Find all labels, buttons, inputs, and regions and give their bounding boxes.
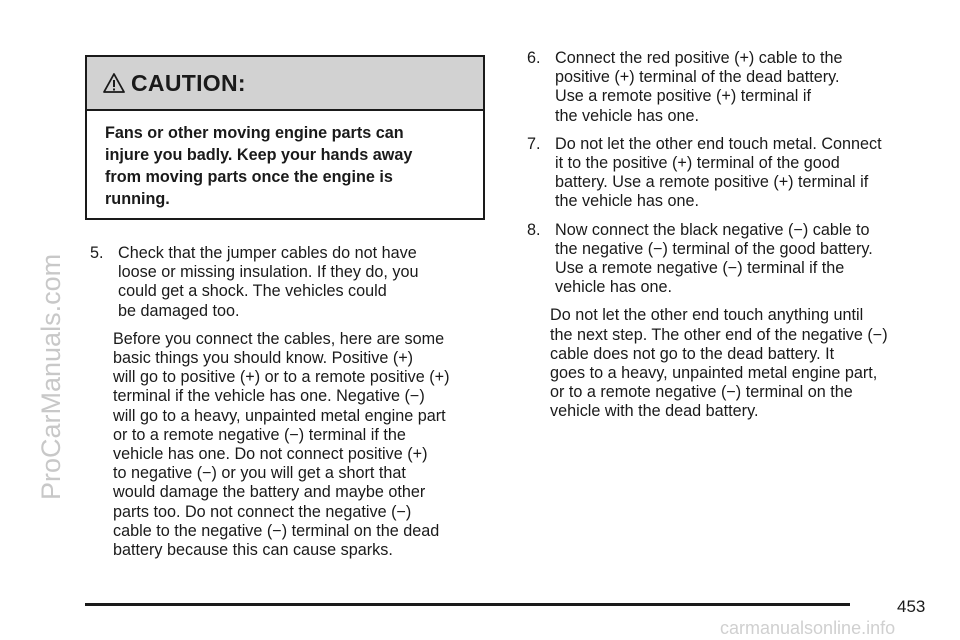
text-line: Connect the red positive (+) cable to the (555, 49, 843, 67)
caution-title: CAUTION: (131, 69, 246, 96)
text-line: Do not let the other end touch metal. Connect (555, 134, 882, 153)
step-text (118, 244, 510, 321)
caution-line: running. (105, 190, 170, 208)
text-line: battery. Use a remote positive (+) terminal if (555, 173, 869, 192)
text-line: will go to positive (+) or to a remote positive (+) (113, 368, 450, 387)
text-line: positive (+) terminal of the dead battery. (555, 68, 840, 87)
text-line: or to a remote negative (−) terminal if the (113, 425, 406, 444)
text-line: to negative (−) or you will get a short that (113, 464, 406, 483)
text-line: it to the positive (+) terminal of the good (555, 154, 840, 173)
text-line: Use a remote negative (−) terminal if the (555, 259, 845, 278)
text-line: or to a remote negative (−) terminal on the (550, 383, 853, 402)
text-line: the next step. The other end of the negative (−) (550, 325, 888, 344)
text-line: Check that the jumper cables do not have (118, 244, 417, 262)
step-number: 7. (527, 134, 541, 153)
text-line: Use a remote positive (+) terminal if (555, 87, 811, 106)
text-line: vehicle has one. (555, 278, 672, 297)
caution-line: from moving parts once the engine is (105, 168, 393, 186)
caution-line: injure you badly. Keep your hands away (105, 146, 413, 164)
text-line: loose or missing insulation. If they do, you (118, 263, 419, 282)
text-line: will go to a heavy, unpainted metal engine part (113, 406, 446, 425)
text-line: vehicle has one. Do not connect positive (+) (113, 445, 428, 464)
step-7 (527, 135, 947, 212)
text-line: Now connect the black negative (−) cable to (555, 220, 870, 239)
step-6 (527, 49, 947, 126)
left-column (90, 244, 510, 569)
text-line: basic things you should know. Positive (+) (113, 349, 414, 368)
step-number: 8. (527, 220, 541, 239)
paragraph (113, 330, 510, 560)
text-line: parts too. Do not connect the negative (−) (113, 502, 412, 521)
step-text (555, 135, 947, 212)
text-line: Before you connect the cables, here are some (113, 329, 445, 348)
text-line: terminal if the vehicle has one. Negative (−) (113, 387, 425, 406)
step-5 (90, 244, 510, 321)
text-line: the vehicle has one. (555, 192, 699, 211)
side-watermark: ProCarManuals.com (36, 253, 66, 500)
caution-line: Fans or other moving engine parts can (105, 124, 404, 142)
text-line: cable does not go to the dead battery. It (550, 344, 835, 363)
step-text (555, 221, 947, 298)
text-line: the negative (−) terminal of the good battery. (555, 239, 873, 258)
step-text (555, 49, 947, 126)
text-line: battery because this can cause sparks. (113, 541, 393, 560)
footer-rule (85, 603, 850, 606)
text-line: Do not let the other end touch anything until (550, 306, 864, 325)
caution-box (85, 55, 485, 220)
caution-body (87, 111, 483, 210)
text-line: cable to the negative (−) terminal on the dead (113, 521, 440, 540)
paragraph (550, 306, 947, 421)
text-line: be damaged too. (118, 301, 240, 320)
step-8 (527, 221, 947, 298)
warning-triangle-icon (103, 72, 125, 94)
caution-header (87, 57, 483, 111)
right-column (527, 49, 947, 431)
step-number: 5. (90, 244, 104, 262)
bottom-watermark: carmanualsonline.info (720, 618, 896, 638)
text-line: could get a shock. The vehicles could (118, 282, 387, 301)
text-line: the vehicle has one. (555, 106, 699, 125)
text-line: would damage the battery and maybe other (113, 483, 426, 502)
text-line: goes to a heavy, unpainted metal engine part, (550, 364, 878, 383)
step-number: 6. (527, 49, 541, 67)
page-number: 453 (897, 597, 926, 616)
text-line: vehicle with the dead battery. (550, 402, 759, 421)
